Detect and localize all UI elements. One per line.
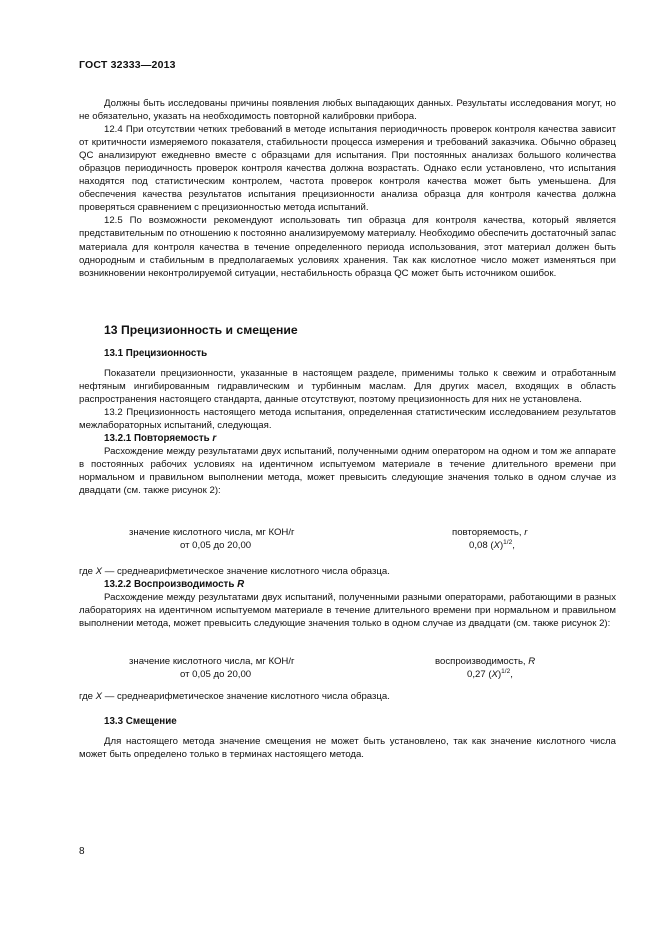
reproducibility-label-symbol: R [528,656,536,667]
repeatability-label: повторяемость, [452,527,522,538]
repeatability-symbol: r [212,433,217,445]
page-number: 8 [79,846,85,857]
paragraph-13-2: 13.2 Прецизионность настоящего метода испытания, определенная статистическим исследованием результатов межлабораторных испытаний, следующая. [79,407,616,432]
repeatability-title-text: 13.2.1 Повторяемость [104,433,210,445]
repeatability-close: ) [499,540,504,551]
paragraph-reproducibility: Расхождение между результатами двух испытаний, полученными разными операторами, работающими в разных лабораториях на идентичном испытуемом материале в течение длительного времени при нормальном и правильном выполнении метода, может превысить следующие значения только в одном случае из двадцати (см. также рисунок 2): [79,592,616,630]
paragraph-repeatability: Расхождение между результатами двух испытаний, полученными одним оператором на одном и том же аппарате в постоянных рабочих условиях на идентичном испытуемом материале в течение длительного времени при нормальном и правильном выполнении метода, может превысить следующие значения только в одном случае из двадцати (см. также рисунок 2): [79,446,616,497]
repeatability-where-text: — среднеарифметическое значение кислотного числа образца. [102,566,390,577]
repeatability-where [79,565,616,630]
repeatability-label-symbol: r [524,527,528,538]
repeatability-exponent: 1/2 [503,539,513,546]
repeatability-formula-right [452,526,592,552]
paragraph-outliers: Должны быть исследованы причины появления любых выпадающих данных. Результаты исследования могут, но не обязательно, указать на необходимость повторной калибровки прибора. [79,98,616,123]
subsection-13-1-body [79,367,616,497]
repeatability-formula-left [129,526,329,552]
acid-number-heading: значение кислотного числа, мг КОН/г [129,527,295,538]
reproducibility-title-text: 13.2.2 Воспроизводимость [104,579,235,591]
reproducibility-var: X [491,669,498,680]
reproducibility-value: 0,27 ( [467,669,492,680]
reproducibility-where-pre: где [79,691,96,702]
acid-number-range: от 0,05 до 20,00 [180,540,252,551]
reproducibility-symbol: R [237,579,245,591]
subsection-13-2-2-title [79,578,616,591]
section-12-continuation [79,97,616,280]
subsection-13-1-title: 13.1 Прецизионность [104,348,208,359]
subsection-13-3-title: 13.3 Смещение [104,716,177,727]
reproducibility-where-var: X [95,691,103,702]
reproducibility-where [79,690,616,703]
paragraph-12-5: 12.5 По возможности рекомендуют использовать тип образца для контроля качества, который является представительным по отношению к постоянно анализируемому материалу. Необходимо обеспечить достаточный запас материала для контроля качества в течение определенного периода использования, этот материал должен быть однородным и стабильным в предполагаемых условиях хранения. Так как кислотное число может изменяться при возникновении неконтролируемой ситуации, нестабильность образца QC может быть источником ошибок. [79,215,616,279]
subsection-13-3-body [79,735,616,761]
reproducibility-close: ) [497,669,502,680]
reproducibility-exponent: 1/2 [501,668,511,675]
acid-number-heading-2: значение кислотного числа, мг КОН/г [129,656,295,667]
repeatability-where-var: X [95,566,103,577]
reproducibility-where-text: — среднеарифметическое значение кислотного числа образца. [102,691,390,702]
paragraph-bias: Для настоящего метода значение смещения не может быть установлено, так как значение кислотного числа может быть определено только в терминах настоящего метода. [79,736,616,761]
paragraph-12-4: 12.4 При отсутствии четких требований в методе испытания периодичность проверок контроля качества зависит от критичности измеряемого показателя, стабильности процесса измерения и требований заказчика. Обычно образец QC анализируют ежедневно вместе с образцами для испытания. При постоянных анализах большого количества образцов периодичность проверок контроля качества должна возрастать. Однако если установлено, что испытания находятся под статистическим контролем, частота проверок контроля качества может быть уменьшена. Для обеспечения качества результатов испытания прецизионности анализа образца для контроля качества должна проверяться сравнением с прецизионностью метода испытаний. [79,124,616,214]
repeatability-var: X [493,540,500,551]
subsection-13-2-1-title [79,432,616,445]
acid-number-range-2: от 0,05 до 20,00 [180,669,252,680]
repeatability-comma: , [512,540,515,551]
reproducibility-comma: , [510,669,513,680]
repeatability-where-pre: где [79,566,96,577]
document-code-header: ГОСТ 32333—2013 [79,59,176,71]
section-13-title: 13 Прецизионность и смещение [104,323,298,337]
reproducibility-formula-right [435,655,575,681]
reproducibility-label: воспроизводимость, [435,656,526,667]
repeatability-value: 0,08 ( [469,540,494,551]
reproducibility-formula-left [129,655,329,681]
paragraph-13-1: Показатели прецизионности, указанные в настоящем разделе, применимы только к свежим и отработанным нефтяным ингибированным гидравлическим и турбинным маслам. Для других масел, входящих в область распространения настоящего стандарта, данные отсутствуют, поэтому прецизионность для них не установлена. [79,368,616,406]
